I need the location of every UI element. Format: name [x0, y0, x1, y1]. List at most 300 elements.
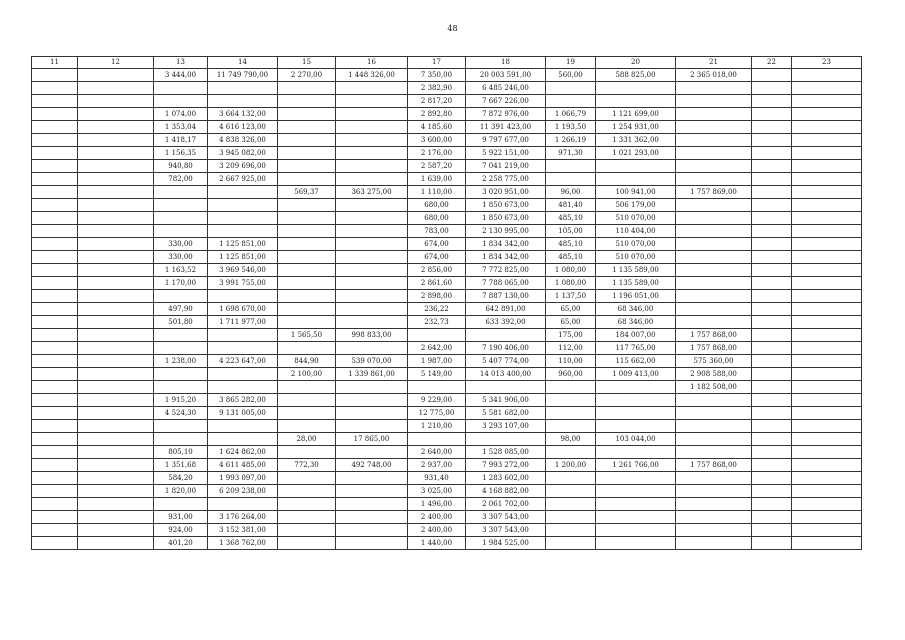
table-cell: [792, 303, 862, 316]
table-row: [32, 173, 862, 186]
table-cell: [546, 446, 596, 459]
table-cell: [546, 420, 596, 433]
table-cell: 7 872 976,00: [466, 108, 546, 121]
table-cell: [154, 342, 208, 355]
table-cell: [78, 394, 154, 407]
table-cell: [752, 485, 792, 498]
table-cell: 5 922 151,00: [466, 147, 546, 160]
table-row: [32, 264, 862, 277]
table-cell: [792, 433, 862, 446]
table-cell: [32, 498, 78, 511]
table-cell: [466, 329, 546, 342]
table-cell: 1 565,50: [278, 329, 336, 342]
table-cell: [336, 342, 408, 355]
table-cell: [208, 186, 278, 199]
table-cell: [278, 524, 336, 537]
table-cell: 506 179,00: [596, 199, 676, 212]
table-cell: 492 748,00: [336, 459, 408, 472]
table-cell: [208, 498, 278, 511]
table-cell: 1 196 051,00: [596, 290, 676, 303]
table-cell: [676, 121, 752, 134]
table-cell: 1 009 413,00: [596, 368, 676, 381]
table-cell: [546, 524, 596, 537]
table-cell: 575 360,00: [676, 355, 752, 368]
table-cell: [336, 238, 408, 251]
table-cell: [32, 160, 78, 173]
table-row: [32, 251, 862, 264]
table-cell: [78, 420, 154, 433]
table-cell: 12 775,00: [408, 407, 466, 420]
table-cell: 2 640,00: [408, 446, 466, 459]
table-cell: [32, 225, 78, 238]
table-cell: [792, 147, 862, 160]
table-cell: [752, 290, 792, 303]
table-cell: [792, 394, 862, 407]
table-cell: [32, 472, 78, 485]
table-cell: [752, 342, 792, 355]
table-cell: [32, 173, 78, 186]
table-cell: 2 908 588,00: [676, 368, 752, 381]
table-cell: 931,40: [408, 472, 466, 485]
table-cell: [278, 212, 336, 225]
table-cell: 3 025,00: [408, 485, 466, 498]
table-cell: [278, 381, 336, 394]
table-cell: 2 898,00: [408, 290, 466, 303]
table-cell: [32, 251, 78, 264]
table-cell: 5 149,00: [408, 368, 466, 381]
table-cell: [792, 212, 862, 225]
table-cell: 1 331 362,00: [596, 134, 676, 147]
table-cell: 3 020 951,00: [466, 186, 546, 199]
table-cell: 940,80: [154, 160, 208, 173]
table-cell: [32, 355, 78, 368]
table-cell: 1 757 868,00: [676, 342, 752, 355]
table-cell: 14 013 400,00: [466, 368, 546, 381]
table-cell: [752, 394, 792, 407]
table-row: [32, 69, 862, 82]
table-cell: [546, 485, 596, 498]
table-row: [32, 537, 862, 550]
table-cell: [78, 121, 154, 134]
table-cell: 1 266,19: [546, 134, 596, 147]
table-cell: [32, 277, 78, 290]
table-cell: [32, 82, 78, 95]
table-cell: 844,90: [278, 355, 336, 368]
table-cell: [792, 121, 862, 134]
table-cell: 3 176 264,00: [208, 511, 278, 524]
table-cell: [336, 407, 408, 420]
table-row: [32, 472, 862, 485]
table-cell: [78, 485, 154, 498]
table-cell: 971,30: [546, 147, 596, 160]
table-cell: [676, 277, 752, 290]
column-header: 20: [596, 57, 676, 69]
table-cell: 1 624 862,00: [208, 446, 278, 459]
table-cell: 560,00: [546, 69, 596, 82]
table-cell: 68 346,00: [596, 316, 676, 329]
table-cell: [792, 485, 862, 498]
table-cell: [752, 121, 792, 134]
table-row: [32, 212, 862, 225]
table-cell: [78, 95, 154, 108]
table-cell: 1 339 861,00: [336, 368, 408, 381]
table-cell: [596, 472, 676, 485]
table-cell: [32, 238, 78, 251]
table-cell: [78, 329, 154, 342]
table-cell: [278, 290, 336, 303]
table-cell: [208, 381, 278, 394]
table-cell: [278, 173, 336, 186]
table-cell: 98,00: [546, 433, 596, 446]
table-cell: 960,00: [546, 368, 596, 381]
table-cell: [154, 433, 208, 446]
table-row: [32, 316, 862, 329]
table-cell: [336, 511, 408, 524]
table-cell: [676, 485, 752, 498]
table-row: [32, 459, 862, 472]
column-header: 14: [208, 57, 278, 69]
table-cell: [752, 69, 792, 82]
table-cell: [596, 394, 676, 407]
table-cell: [596, 160, 676, 173]
table-cell: 2 400,00: [408, 511, 466, 524]
table-cell: 11 749 790,00: [208, 69, 278, 82]
table-row: [32, 511, 862, 524]
table-cell: 1 757 868,00: [676, 329, 752, 342]
table-cell: [752, 472, 792, 485]
table-cell: [752, 160, 792, 173]
table-cell: [752, 381, 792, 394]
table-cell: [792, 160, 862, 173]
table-row: [32, 433, 862, 446]
table-cell: 4 185,60: [408, 121, 466, 134]
table-row: [32, 95, 862, 108]
table-cell: [676, 212, 752, 225]
table-cell: [336, 277, 408, 290]
table-cell: 20 003 591,00: [466, 69, 546, 82]
table-cell: [78, 355, 154, 368]
table-cell: [336, 524, 408, 537]
table-cell: 28,00: [278, 433, 336, 446]
table-cell: [78, 511, 154, 524]
table-cell: [792, 342, 862, 355]
data-table: [31, 56, 862, 550]
table-row: [32, 394, 862, 407]
table-cell: [336, 121, 408, 134]
table-cell: [32, 95, 78, 108]
table-row: [32, 355, 862, 368]
table-cell: [336, 108, 408, 121]
table-cell: [78, 433, 154, 446]
column-header: 18: [466, 57, 546, 69]
column-header: 13: [154, 57, 208, 69]
table-cell: 1 698 670,00: [208, 303, 278, 316]
table-cell: [792, 329, 862, 342]
table-cell: [78, 108, 154, 121]
table-cell: 1 261 766,00: [596, 459, 676, 472]
table-cell: [676, 251, 752, 264]
table-cell: [32, 407, 78, 420]
table-cell: 330,00: [154, 238, 208, 251]
table-cell: [278, 303, 336, 316]
table-cell: 782,00: [154, 173, 208, 186]
table-cell: [752, 95, 792, 108]
table-cell: 1 238,00: [154, 355, 208, 368]
table-cell: 1 496,00: [408, 498, 466, 511]
table-cell: [752, 212, 792, 225]
table-cell: [792, 82, 862, 95]
column-header: 19: [546, 57, 596, 69]
table-cell: [752, 82, 792, 95]
table-cell: [792, 290, 862, 303]
table-cell: [676, 498, 752, 511]
table-cell: [208, 95, 278, 108]
table-cell: [78, 342, 154, 355]
table-cell: [676, 472, 752, 485]
table-cell: [278, 511, 336, 524]
table-row: [32, 225, 862, 238]
table-cell: [78, 147, 154, 160]
table-cell: [752, 316, 792, 329]
table-cell: [336, 147, 408, 160]
table-cell: 584,20: [154, 472, 208, 485]
table-cell: 3 293 107,00: [466, 420, 546, 433]
table-cell: [408, 433, 466, 446]
table-cell: [336, 316, 408, 329]
table-cell: 2 667 925,00: [208, 173, 278, 186]
table-cell: [336, 212, 408, 225]
table-cell: 2 258 775,00: [466, 173, 546, 186]
table-cell: [32, 368, 78, 381]
table-cell: [596, 381, 676, 394]
table-cell: [676, 407, 752, 420]
table-cell: 3 152 381,00: [208, 524, 278, 537]
table-cell: [792, 277, 862, 290]
table-cell: 175,00: [546, 329, 596, 342]
table-cell: 1 125 851,00: [208, 238, 278, 251]
table-cell: [78, 303, 154, 316]
table-row: [32, 446, 862, 459]
table-cell: 110,00: [546, 355, 596, 368]
table-cell: [546, 82, 596, 95]
table-cell: [278, 277, 336, 290]
table-cell: 4 838 326,00: [208, 134, 278, 147]
table-cell: 6 209 238,00: [208, 485, 278, 498]
table-cell: [208, 433, 278, 446]
table-cell: 1 156,35: [154, 147, 208, 160]
table-row: [32, 238, 862, 251]
table-cell: [154, 368, 208, 381]
table-cell: [154, 225, 208, 238]
table-cell: 5 581 682,00: [466, 407, 546, 420]
table-cell: [78, 537, 154, 550]
table-cell: [792, 446, 862, 459]
table-cell: [752, 459, 792, 472]
table-cell: [278, 264, 336, 277]
table-cell: 569,37: [278, 186, 336, 199]
table-cell: [78, 498, 154, 511]
table-row: [32, 121, 862, 134]
table-cell: [78, 212, 154, 225]
table-cell: 1 283 602,00: [466, 472, 546, 485]
column-header: 11: [32, 57, 78, 69]
table-cell: 7 887 130,00: [466, 290, 546, 303]
table-cell: [676, 446, 752, 459]
table-row: [32, 82, 862, 95]
table-cell: [208, 420, 278, 433]
table-cell: [596, 420, 676, 433]
table-row: [32, 303, 862, 316]
table-cell: 11 391 423,00: [466, 121, 546, 134]
table-cell: 4 223 647,00: [208, 355, 278, 368]
table-cell: [546, 498, 596, 511]
table-cell: 1 834 342,00: [466, 251, 546, 264]
table-cell: [792, 368, 862, 381]
table-cell: [32, 485, 78, 498]
table-cell: 1 850 673,00: [466, 212, 546, 225]
table-cell: [676, 420, 752, 433]
table-cell: [466, 433, 546, 446]
table-cell: 2 817,20: [408, 95, 466, 108]
table-cell: [336, 134, 408, 147]
table-cell: 1 850 673,00: [466, 199, 546, 212]
table-cell: [792, 511, 862, 524]
table-cell: 110 404,00: [596, 225, 676, 238]
table-row: [32, 407, 862, 420]
table-cell: 2 100,00: [278, 368, 336, 381]
table-cell: [596, 95, 676, 108]
table-cell: 3 444,00: [154, 69, 208, 82]
table-cell: [32, 459, 78, 472]
table-cell: [32, 537, 78, 550]
table-cell: [792, 316, 862, 329]
table-cell: [792, 407, 862, 420]
table-cell: [32, 69, 78, 82]
table-cell: 68 346,00: [596, 303, 676, 316]
table-cell: [278, 82, 336, 95]
table-cell: 4 611 485,00: [208, 459, 278, 472]
table-cell: [792, 173, 862, 186]
table-cell: [32, 316, 78, 329]
table-cell: [752, 329, 792, 342]
table-cell: [546, 173, 596, 186]
table-cell: [676, 316, 752, 329]
table-cell: [32, 147, 78, 160]
table-cell: [546, 537, 596, 550]
table-cell: 510 070,00: [596, 212, 676, 225]
table-cell: [596, 173, 676, 186]
table-row: [32, 108, 862, 121]
table-cell: 772,30: [278, 459, 336, 472]
table-cell: 1 820,00: [154, 485, 208, 498]
table-row: [32, 329, 862, 342]
table-cell: 9 229,00: [408, 394, 466, 407]
table-cell: [792, 459, 862, 472]
table-cell: [546, 472, 596, 485]
table-cell: [32, 394, 78, 407]
table-cell: 1 066,79: [546, 108, 596, 121]
table-cell: [792, 251, 862, 264]
table-cell: 3 307 543,00: [466, 511, 546, 524]
table-cell: 2 061 702,00: [466, 498, 546, 511]
table-cell: [752, 186, 792, 199]
table-cell: 105,00: [546, 225, 596, 238]
table-cell: 1 368 762,00: [208, 537, 278, 550]
table-cell: [208, 368, 278, 381]
table-cell: [154, 381, 208, 394]
table-cell: 1 834 342,00: [466, 238, 546, 251]
table-cell: 1 639,00: [408, 173, 466, 186]
table-cell: 1 351,68: [154, 459, 208, 472]
table-cell: [676, 173, 752, 186]
table-cell: [278, 225, 336, 238]
table-cell: [154, 199, 208, 212]
table-cell: [792, 108, 862, 121]
table-cell: 1 182 508,00: [676, 381, 752, 394]
table-cell: [336, 472, 408, 485]
table-cell: [278, 342, 336, 355]
table-cell: [154, 290, 208, 303]
table-cell: [32, 303, 78, 316]
table-cell: [78, 368, 154, 381]
table-cell: [154, 212, 208, 225]
table-cell: 497,90: [154, 303, 208, 316]
table-cell: [336, 199, 408, 212]
table-cell: [32, 290, 78, 303]
table-cell: [154, 186, 208, 199]
table-cell: [278, 108, 336, 121]
table-cell: 2 937,00: [408, 459, 466, 472]
table-cell: 3 945 082,00: [208, 147, 278, 160]
table-cell: 1 757 868,00: [676, 459, 752, 472]
table-cell: 1 993 097,00: [208, 472, 278, 485]
table-cell: [676, 95, 752, 108]
table-cell: [792, 95, 862, 108]
table-cell: [278, 199, 336, 212]
table-cell: 2 587,20: [408, 160, 466, 173]
table-cell: [596, 446, 676, 459]
table-cell: 115 662,00: [596, 355, 676, 368]
table-cell: [336, 264, 408, 277]
table-cell: [596, 511, 676, 524]
column-header: 21: [676, 57, 752, 69]
table-cell: 65,00: [546, 303, 596, 316]
table-cell: [596, 82, 676, 95]
table-cell: [546, 394, 596, 407]
table-cell: [546, 160, 596, 173]
table-cell: [546, 511, 596, 524]
table-cell: [32, 121, 78, 134]
column-header: 12: [78, 57, 154, 69]
column-header: 17: [408, 57, 466, 69]
table-cell: [752, 420, 792, 433]
table-cell: [752, 524, 792, 537]
table-cell: 805,10: [154, 446, 208, 459]
table-cell: [752, 251, 792, 264]
table-cell: 674,00: [408, 251, 466, 264]
table-cell: [78, 238, 154, 251]
table-cell: 1 987,00: [408, 355, 466, 368]
table-cell: 2 130 995,00: [466, 225, 546, 238]
table-cell: [752, 303, 792, 316]
table-cell: [78, 459, 154, 472]
table-cell: 2 856,00: [408, 264, 466, 277]
table-cell: 1 080,00: [546, 264, 596, 277]
table-cell: [676, 537, 752, 550]
table-cell: 1 137,50: [546, 290, 596, 303]
table-cell: [792, 69, 862, 82]
table-row: [32, 381, 862, 394]
